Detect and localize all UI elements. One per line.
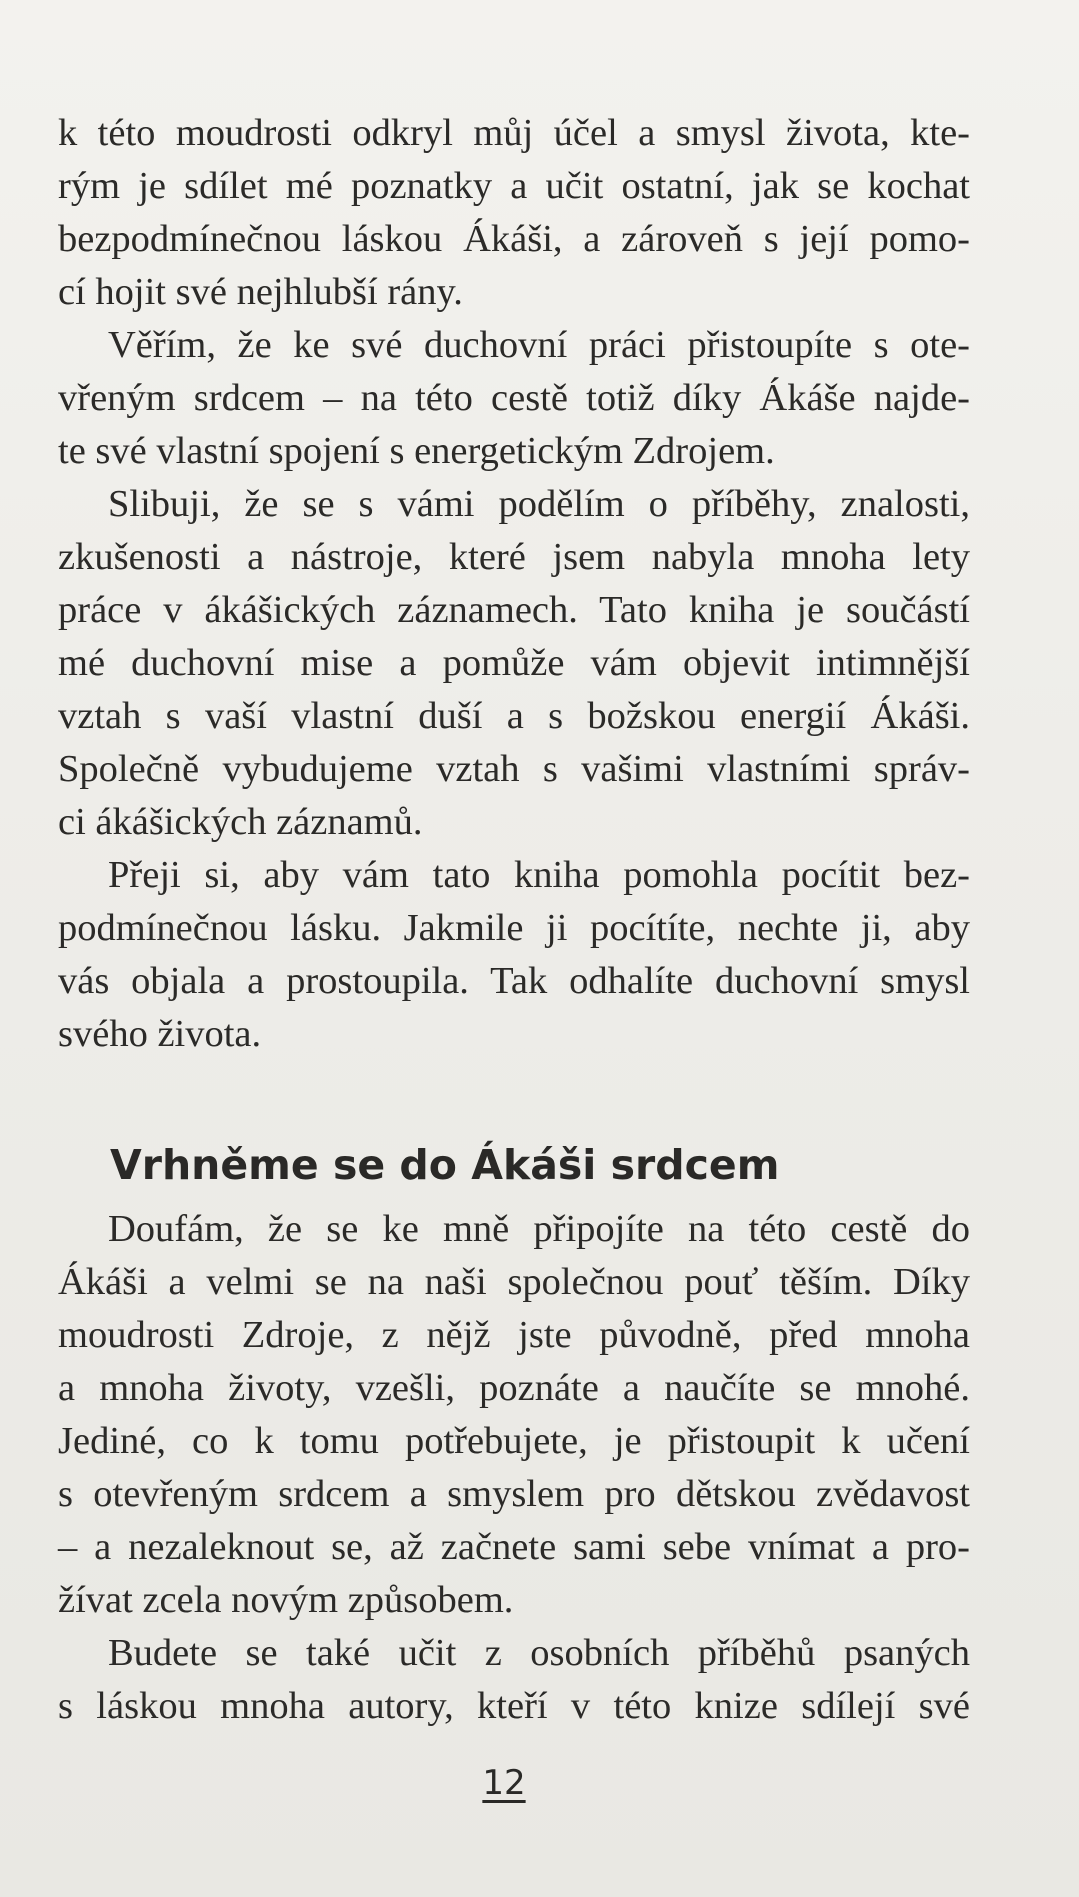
- text-line: s otevřeným srdcem a smyslem pro dětskou zvědavost: [58, 1473, 970, 1515]
- text-line: s láskou mnoha autory, kteří v této knize sdílejí své: [58, 1685, 970, 1727]
- text-line: mé duchovní mise a pomůže vám objevit intimnější: [58, 642, 970, 684]
- text-line: práce v ákášických záznamech. Tato kniha je součástí: [58, 589, 970, 631]
- text-line: bezpodmínečnou láskou Ákáši, a zároveň s její pomo-: [58, 218, 970, 260]
- text-line: ci ákášických záznamů.: [58, 801, 423, 843]
- text-line: a mnoha životy, vzešli, poznáte a naučíte se mnohé.: [58, 1367, 970, 1409]
- text-line: vás objala a prostoupila. Tak odhalíte duchovní smysl: [58, 960, 970, 1002]
- text-line: Jediné, co k tomu potřebujete, je přistoupit k učení: [58, 1420, 970, 1462]
- text-line: rým je sdílet mé poznatky a učit ostatní, jak se kochat: [58, 165, 970, 207]
- text-line: Věřím, že ke své duchovní práci přistoupíte s ote-: [108, 324, 970, 366]
- text-line: Přeji si, aby vám tato kniha pomohla pocítit bez-: [108, 854, 970, 896]
- text-line: moudrosti Zdroje, z nějž jste původně, před mnoha: [58, 1314, 970, 1356]
- text-line: cí hojit své nejhlubší rány.: [58, 271, 463, 313]
- text-line: Budete se také učit z osobních příběhů psaných: [108, 1632, 970, 1674]
- text-line: vztah s vaší vlastní duší a s božskou energií Ákáši.: [58, 695, 970, 737]
- text-line: k této moudrosti odkryl můj účel a smysl života, kte-: [58, 112, 970, 154]
- text-line: te své vlastní spojení s energetickým Zdrojem.: [58, 430, 775, 472]
- text-line: Doufám, že se ke mně připojíte na této cestě do: [108, 1208, 970, 1250]
- text-line: Společně vybudujeme vztah s vašimi vlastními správ-: [58, 748, 970, 790]
- text-line: svého života.: [58, 1013, 262, 1055]
- text-line: – a nezaleknout se, až začnete sami sebe vnímat a pro-: [58, 1526, 970, 1568]
- text-line: podmínečnou lásku. Jakmile ji pocítíte, nechte ji, aby: [58, 907, 970, 949]
- text-line: Ákáši a velmi se na naši společnou pouť těším. Díky: [58, 1261, 970, 1303]
- body-text-section-2: [58, 1203, 970, 1733]
- body-text-section-1: [58, 107, 970, 1061]
- text-line: vřeným srdcem – na této cestě totiž díky Ákáše najde-: [58, 377, 970, 419]
- section-heading: Vrhněme se do Ákáši srdcem: [110, 1141, 780, 1189]
- text-line: Slibuji, že se s vámi podělím o příběhy, znalosti,: [108, 483, 970, 525]
- text-line: zkušenosti a nástroje, které jsem nabyla mnoha lety: [58, 536, 970, 578]
- page-number: 12: [482, 1763, 526, 1803]
- text-line: žívat zcela novým způsobem.: [58, 1579, 514, 1621]
